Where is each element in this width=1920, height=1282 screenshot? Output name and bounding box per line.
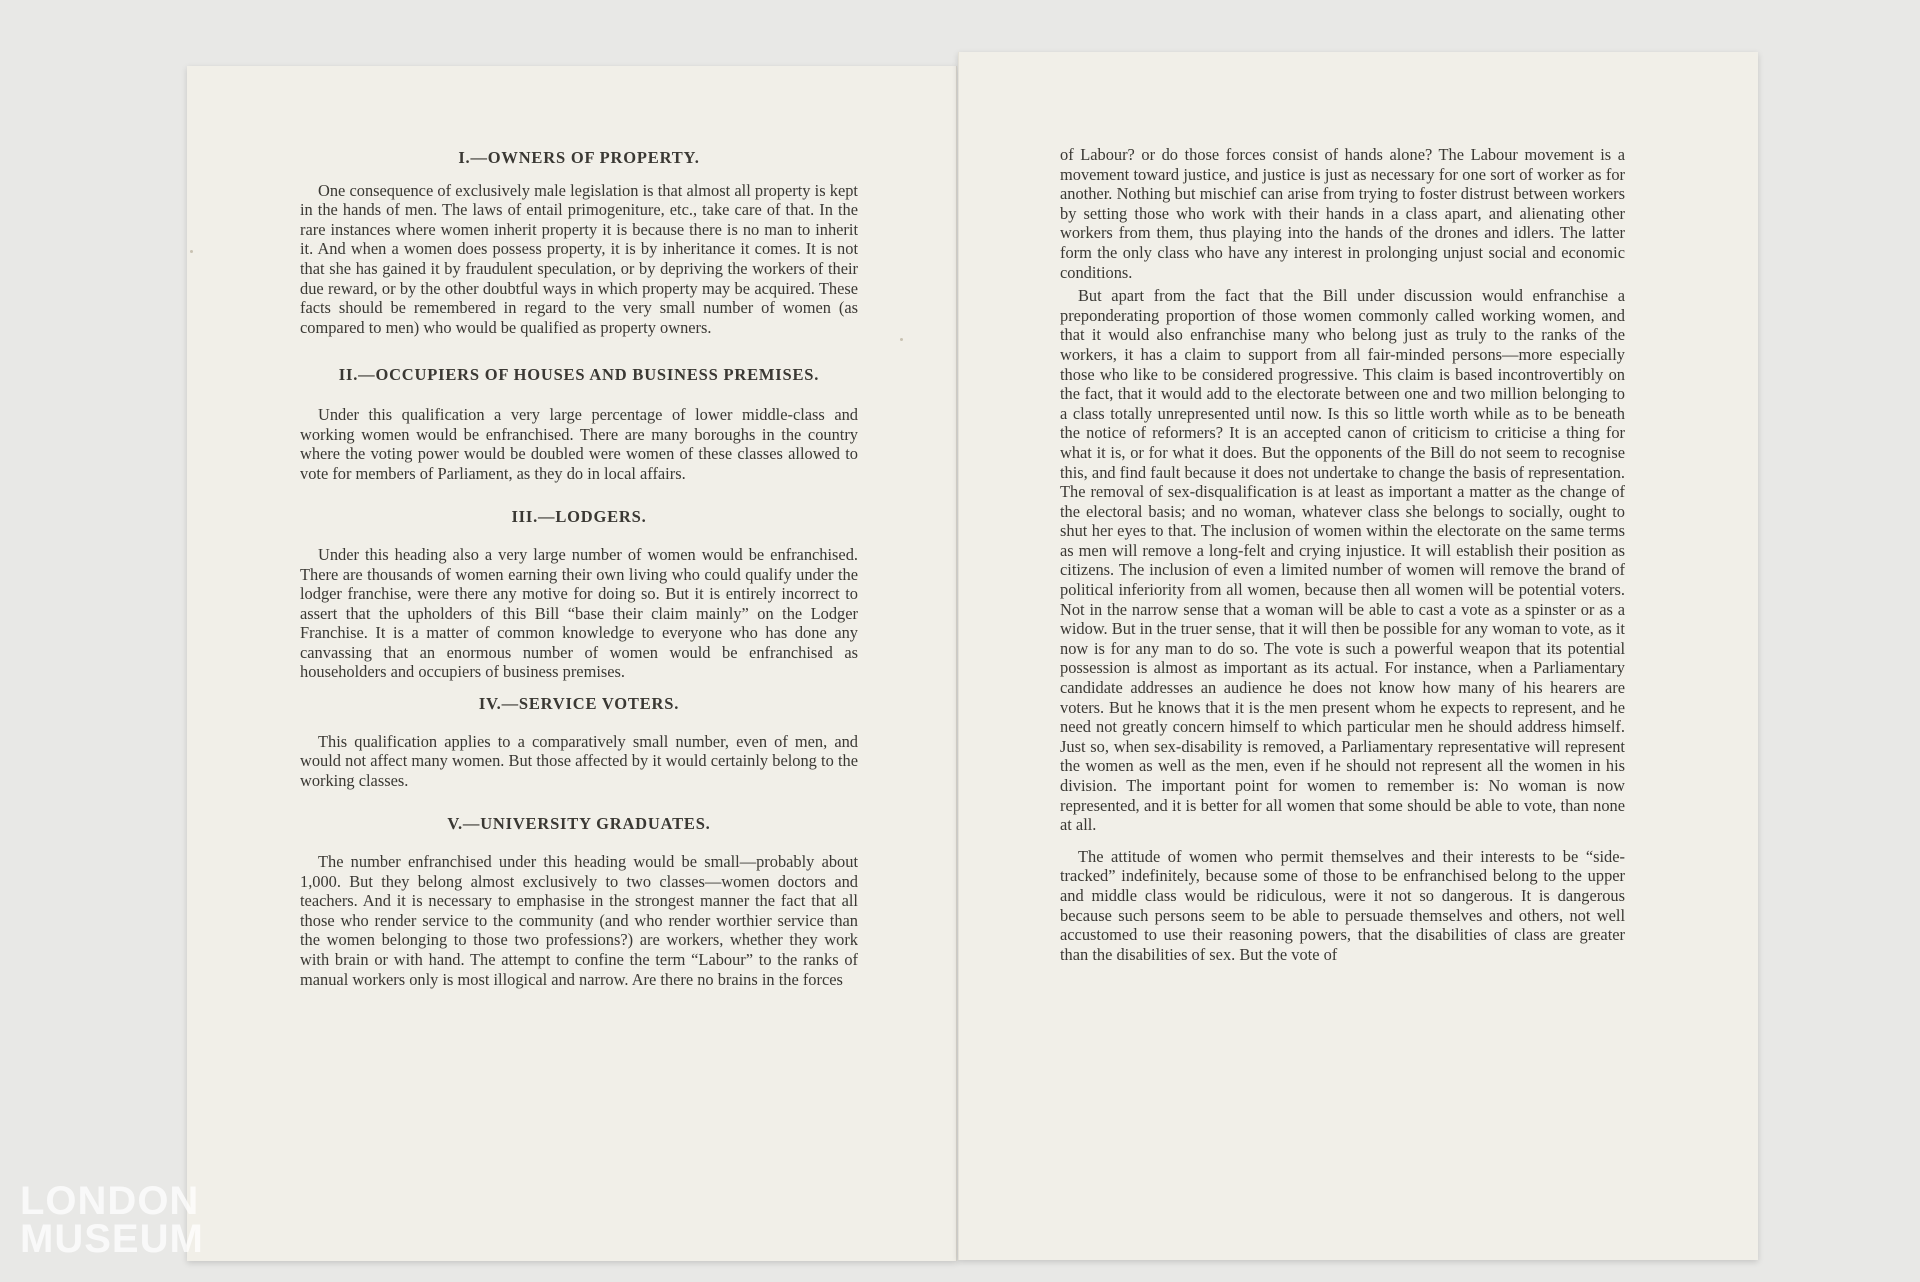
heading-occupiers: II.—OCCUPIERS OF HOUSES AND BUSINESS PREMISES. — [338, 365, 820, 385]
paragraph-service-voters: This qualification applies to a comparatively small number, even of men, and would not affect many women. But those affected by it would certainly belong to the working classes. — [300, 731, 858, 790]
heading-university-graduates: V.—UNIVERSITY GRADUATES. — [447, 814, 711, 834]
paper-mark — [190, 250, 193, 253]
paragraph-labour-movement: of Labour? or do those forces consist of hands alone? The Labour movement is a movement toward justice, and justice is just as necessary for one sort of worker as for another. Nothing but mischief can arise from trying to foster distrust between workers by setting those who work with their hands in a class apart, and alienating other workers from them, thus playing into the hands of the drones and idlers. The latter form the only class who have any interest in prolonging unjust social and economic conditions. — [1060, 145, 1625, 282]
paragraph-side-tracked: The attitude of women who permit themselves and their interests to be “side-tracked” indefinitely, because some of those to be enfranchised belong to the upper and middle class would be ridiculous, were it not so dangerous. It is dangerous because such persons seem to be able to persuade themselves and others, not well accustomed to use their reasoning powers, that the disabilities of class are greater than the disabilities of sex. But the vote of — [1060, 846, 1625, 964]
paragraph-occupiers: Under this qualification a very large percentage of lower middle-class and working women would be enfranchised. There are many boroughs in the country where the voting power would be doubled were women of these classes allowed to vote for members of Parliament, as they do in local affairs. — [300, 404, 858, 483]
paragraph-university-graduates: The number enfranchised under this heading would be small—probably about 1,000. But they belong almost exclusively to two classes—women doctors and teachers. And it is necessary to emphasise in the strongest manner the fact that all those who render service to the community (and who render worthier service than the women belonging to those two professions?) are workers, whether they work with brain or with hand. The attempt to confine the term “Labour” to the ranks of manual workers only is most illogical and narrow. Are there no brains in the forces — [300, 852, 858, 989]
heading-lodgers: III.—LODGERS. — [511, 507, 647, 527]
watermark-line: MUSEUM — [20, 1217, 204, 1261]
heading-owners-of-property: I.—OWNERS OF PROPERTY. — [458, 148, 700, 167]
heading-service-voters: IV.—SERVICE VOTERS. — [478, 694, 680, 714]
paper-mark — [900, 338, 903, 341]
paragraph-lodgers: Under this heading also a very large number of women would be enfranchised. There are thousands of women earning their own living who could qualify under the lodger franchise, were there any motive for doing so. But it is entirely incorrect to assert that the upholders of this Bill “base their claim mainly” on the Lodger Franchise. It is a matter of common knowledge to everyone who has done any canvassing that an enormous number of women would be enfranchised as householders and occupiers of business premises. — [300, 544, 858, 682]
paragraph-bill-claim: But apart from the fact that the Bill under discussion would enfranchise a preponderating proportion of those women commonly called working women, and that it would also enfranchise many who belong just as truly to the ranks of the workers, it has a claim to support from all fair-minded persons—more especially those who like to be considered progressive. This claim is based incontrovertibly on the fact, that it would add to the electorate between one and two million belonging to a class totally unrepresented until now. Is this so little worth while as to be beneath the notice of reformers? It is an accepted canon of criticism to criticise a thing for what it is, or for what it does. But the opponents of the Bill do not seem to recognise this, and find fault because it does not undertake to change the basis of representation. The removal of sex-disqualification is at least as important a matter as the change of the electoral basis; and no woman, whatever class she belongs to socially, ought to shut her eyes to that. The inclusion of women within the electorate on the same terms as men will remove a long-felt and crying injustice. It will establish their position as citizens. The inclusion of even a limited number of women will remove the brand of political inferiority from all women, because then all women will be potential voters. Not in the narrow sense that a woman will be able to cast a vote as a spinster or as a widow. But in the truer sense, that it will then be possible for any woman to vote, as it now is for any man to do so. The vote is such a powerful weapon that its potential possession is almost as important as its actual. For instance, when a Parliamentary candidate addresses an audience he does not know how many of his hearers are voters. But he knows that it is the men present whom he expects to represent, and he need not greatly concern himself to which particular men he should address himself. Just so, when sex-disability is removed, a Parliamentary representative will represent the women as well as the men, even if he should not represent all the women in his division. The important point for women to remember is: No woman is now represented, and it is better for all women that some should be able to vote, than none at all. — [1060, 286, 1625, 835]
watermark-line: LONDON — [20, 1179, 200, 1223]
left-page-text — [300, 148, 858, 989]
london-museum-watermark — [20, 1179, 204, 1261]
paragraph-owners-of-property: One consequence of exclusively male legislation is that almost all property is kept in the hands of men. The laws of entail primogeniture, etc., take care of that. In the rare instances where women inherit property it is because there is no man to inherit it. And when a women does possess property, it is by inheritance it comes. It is not that she has gained it by fraudulent speculation, or by depriving the workers of their due reward, or by the other doubtful ways in which property may be acquired. These facts should be remembered in regard to the very small number of women (as compared to men) who would be qualified as property owners. — [300, 180, 858, 337]
right-page-text — [1060, 145, 1625, 964]
